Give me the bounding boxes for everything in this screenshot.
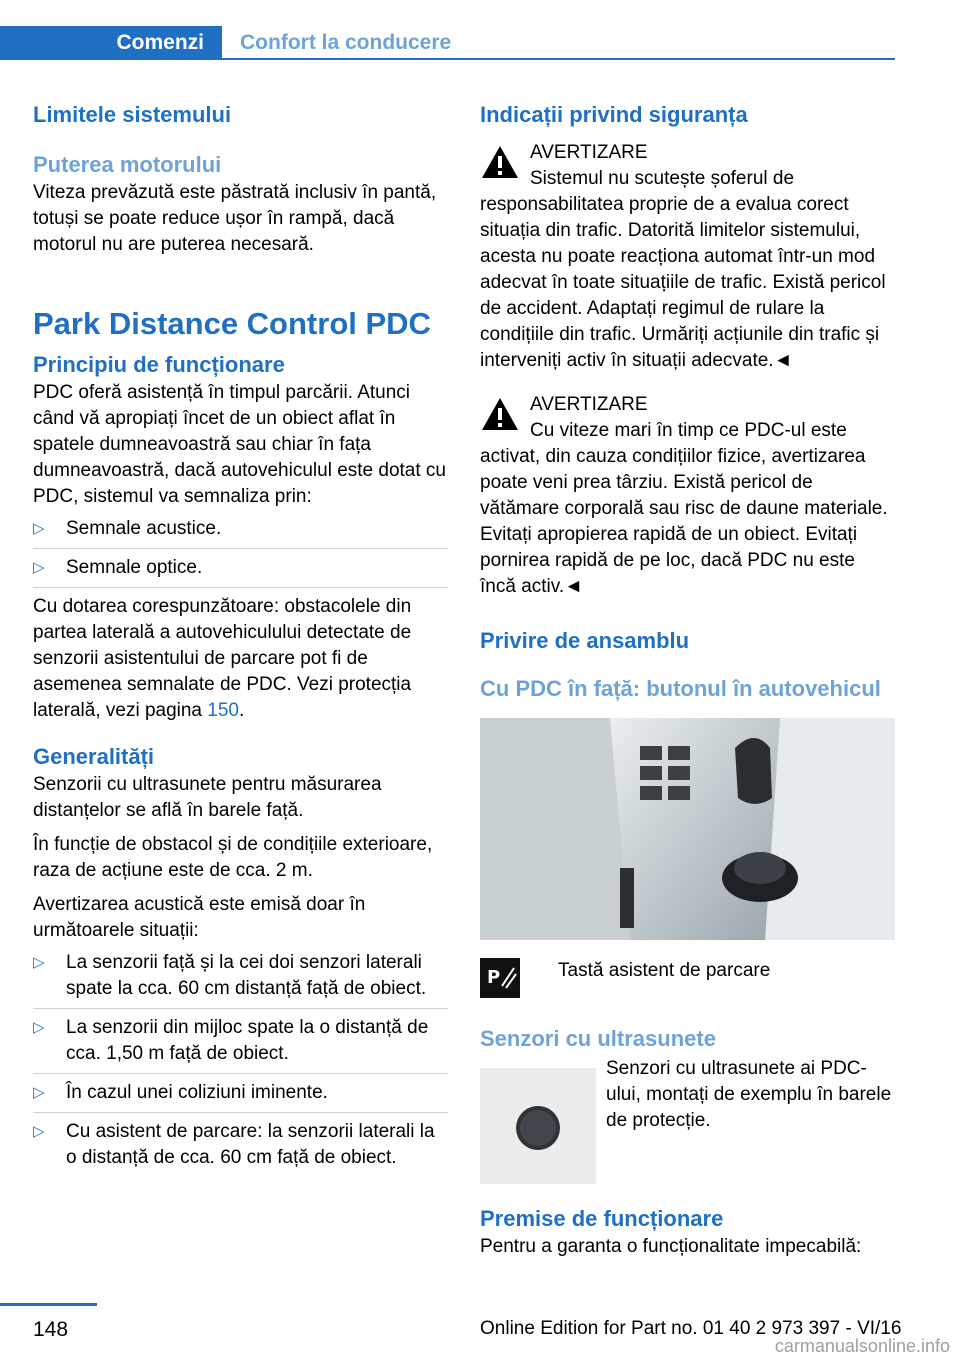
heading-general: Generalități	[33, 744, 155, 769]
paragraph-general-2: În funcție de obstacol și de condițiile exterioare, raza de acțiune este de cca. 2 m.	[33, 834, 433, 881]
heading-front-pdc: Cu PDC în față: butonul în autovehicul	[480, 676, 881, 701]
list-item	[33, 1119, 448, 1171]
sensor-block	[480, 1056, 895, 1176]
watermark: carmanualsonline.info	[774, 1336, 950, 1356]
paragraph-prerequisites: Pentru a garanta o funcționalitate impecabilă:	[480, 1236, 862, 1257]
list-item-text: Semnale optice.	[66, 557, 203, 578]
warning-text-content: Sistemul nu scutește șoferul de responsabilitatea proprie de a evalua corect situația din trafic. Datorită limitelor sistemului, acesta nu poate reacționa automat într-un mod adecvat în toate situațiile de trafic. Există pericol de accident. Adaptați regimul de rulare la condițiile din trafic. Urmăriți acțiunile din trafic și interveniți activ în situații adecvate.◄	[480, 168, 886, 371]
heading-system-limits: Limitele sistemului	[33, 102, 232, 127]
parking-assist-caption: Tastă asistent de parcare	[558, 960, 771, 981]
page-link[interactable]: 150	[207, 700, 239, 721]
paragraph-general-1: Senzorii cu ultrasunete pentru măsurarea distanțelor se află în barele față.	[33, 774, 382, 821]
page-header	[0, 0, 895, 62]
list-item	[33, 516, 448, 549]
triangle-bullet-icon: ▷	[33, 1019, 45, 1036]
list-item-text: La senzorii din mijloc spate la o distanță de cca. 1,50 m față de obiect.	[66, 1017, 429, 1064]
heading-operating-principle: Principiu de funcționare	[33, 352, 285, 377]
parking-assist-key-row	[480, 958, 895, 998]
list-item-text: La senzorii față și la cei doi senzori laterali spate la cca. 60 cm distanță față de obiect.	[66, 952, 427, 999]
list-item	[33, 950, 448, 1009]
triangle-bullet-icon: ▷	[33, 954, 45, 971]
warning-text	[480, 166, 895, 374]
list-item	[33, 1080, 448, 1113]
triangle-bullet-icon: ▷	[33, 559, 45, 576]
list-item	[33, 555, 448, 588]
lateral-protection-text: Cu dotarea corespunzătoare: obstacolele din partea laterală a autovehiculului detectate de senzorii asistentului de parcare pot fi de asemenea semnalate de PDC. Vezi protecția laterală, vezi pagina	[33, 596, 412, 721]
svg-text:P: P	[487, 967, 501, 988]
list-item-text: Semnale acustice.	[66, 518, 222, 539]
center-console-photo	[480, 718, 895, 940]
heading-pdc: Park Distance Control PDC	[33, 306, 431, 341]
list-item-text: În cazul unei coliziuni iminente.	[66, 1082, 328, 1103]
warning-block-1	[480, 140, 895, 374]
warning-text-content: Cu viteze mari în timp ce PDC-ul este activat, din cauza condițiilor fizice, avertizarea poate veni prea târziu. Există pericol de vătămare corporală sau risc de daune materiale. Evitați apropierea rapidă de un obiect. Evitați pornirea rapidă de pe loc, dacă PDC nu este încă activ.◄	[480, 420, 888, 597]
section-tab-comenzi[interactable]: Comenzi	[0, 26, 222, 60]
signals-list	[33, 516, 448, 588]
sensor-description: Senzori cu ultrasunete ai PDC-ului, montați de exemplu în barele de protecție.	[606, 1058, 892, 1131]
sensor-photo	[480, 1068, 596, 1184]
ultrasonic-sensor-illustration	[480, 1068, 596, 1184]
paragraph-operating-principle: PDC oferă asistență în timpul parcării. Atunci când vă apropiați încet de un obiect aflat în spatele dumneavoastră sau chiar în fața dumneavoastră, dacă autovehiculul este dotat cu PDC, sistemul va semnaliza prin:	[33, 382, 446, 507]
warning-triangle-icon	[480, 396, 520, 432]
warning-text	[480, 418, 895, 600]
heading-ultrasonic-sensors: Senzori cu ultrasunete	[480, 1026, 716, 1051]
warning-triangle-icon	[480, 144, 520, 180]
edition-text: Online Edition for Part no. 01 40 2 973 397 - VI/16	[480, 1318, 902, 1339]
heading-safety: Indicații privind siguranța	[480, 102, 748, 127]
list-item	[33, 1015, 448, 1074]
right-column	[480, 100, 895, 1260]
section-tab-confort[interactable]: Confort la conducere	[240, 31, 452, 54]
warning-title: AVERTIZARE	[530, 394, 648, 415]
heading-engine-power: Puterea motorului	[33, 152, 222, 177]
left-column	[33, 100, 448, 1171]
warning-block-2	[480, 392, 895, 600]
triangle-bullet-icon: ▷	[33, 1123, 45, 1140]
heading-prerequisites: Premise de funcționare	[480, 1206, 724, 1231]
paragraph-lateral-protection: Cu dotarea corespunzătoare: obstacolele din partea laterală a autovehiculului detectate de senzorii asistentului de parcare pot fi de asemenea semnalate de PDC. Vezi protecția laterală, vezi pagina 150.	[33, 596, 412, 721]
warning-situations-list	[33, 950, 448, 1171]
paragraph-general-3: Avertizarea acustică este emisă doar în următoarele situații:	[33, 894, 366, 941]
footer-divider	[0, 1303, 97, 1306]
triangle-bullet-icon: ▷	[33, 1084, 45, 1101]
heading-overview: Privire de ansamblu	[480, 628, 690, 653]
parking-assist-icon	[480, 958, 520, 998]
triangle-bullet-icon: ▷	[33, 520, 45, 537]
console-illustration	[480, 718, 895, 940]
page-number: 148	[33, 1318, 69, 1341]
paragraph-engine-power: Viteza prevăzută este păstrată inclusiv în pantă, totuși se poate reduce ușor în rampă, dacă motorul nu are puterea necesară.	[33, 182, 437, 255]
header-divider	[222, 58, 895, 60]
warning-title: AVERTIZARE	[530, 142, 648, 163]
list-item-text: Cu asistent de parcare: la senzorii laterali la o distanță de cca. 60 cm față de obiect.	[66, 1121, 435, 1168]
